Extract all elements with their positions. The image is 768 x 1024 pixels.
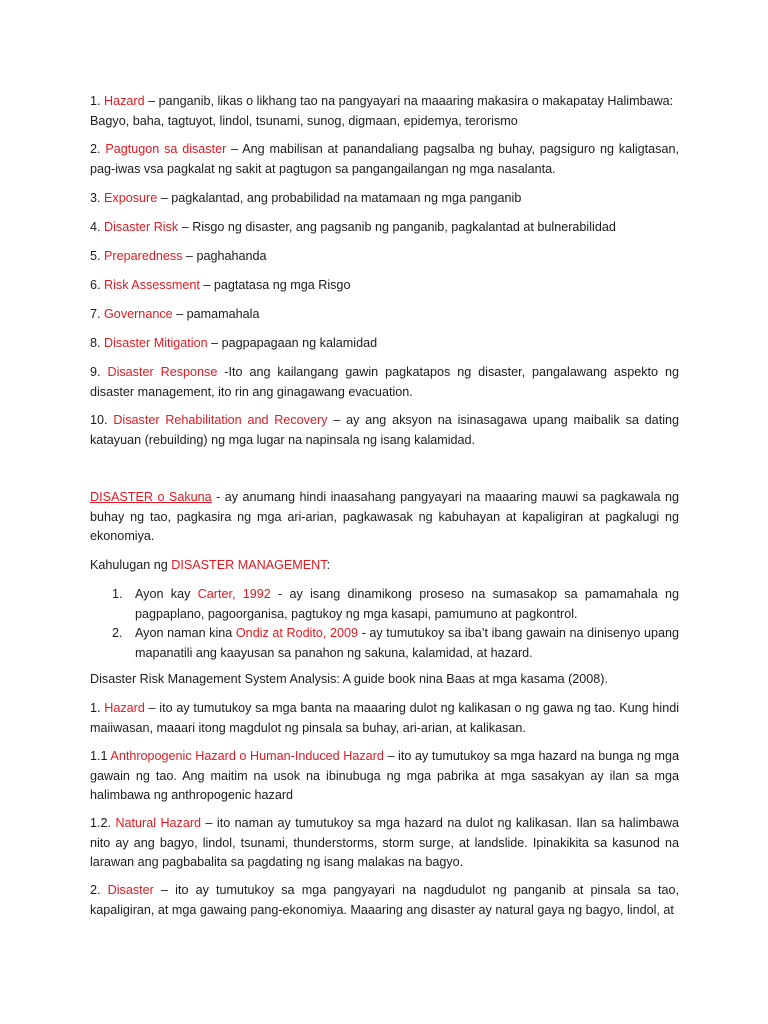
guide-item-anthropogenic-hazard: 1.1 Anthropogenic Hazard o Human-Induced Hazard – ito ay tumutukoy sa mga hazard na bunga ng mga gawain ng tao. Ang maitim na usok na ibinubuga ng mga pabrika at mga sasakyan ay ilan sa mga halimbawa ng anthropogenic hazard [90, 749, 679, 802]
list-item: 2. Ayon naman kina Ondiz at Rodito, 2009 - ay tumutukoy sa iba’t ibang gawain na dinisenyo upang mapanatili ang kaayusan sa panahon ng sakuna, kalamidad, at hazard. [112, 626, 679, 660]
guide-item-hazard: 1. Hazard – ito ay tumutukoy sa mga banta na maaaring dulot ng kalikasan o ng gawa ng tao. Kung hindi maiiwasan, maaari itong magdulot ng pinsala sa buhay, ari-arian, at kalikasan. [90, 701, 679, 735]
guide-item-natural-hazard: 1.2. Natural Hazard – ito naman ay tumutukoy sa mga hazard na dulot ng kalikasan. Ilan sa halimbawa nito ay ang bagyo, lindol, tsunami, thunderstorms, storm surge, at landslide. Ipinakikita sa kasunod na larawan ang pagbabalita sa pagdating ng isang malakas na bagyo. [90, 816, 679, 869]
term-risk-assessment: 6. Risk Assessment – pagtatasa ng mga Risgo [90, 278, 351, 292]
term-hazard: 1. Hazard – panganib, likas o likhang tao na pangyayari na maaaring makasira o makapatay Halimbawa: Bagyo, baha, tagtuyot, lindol, tsunami, sunog, digmaan, epidemya, terorismo [90, 94, 674, 128]
disaster-term: DISASTER o Sakuna [90, 490, 212, 504]
term-label: Risk Assessment [104, 278, 200, 292]
disaster-definition: DISASTER o Sakuna - ay anumang hindi inaasahang pangyayari na maaaring mauwi sa pagkawala ng buhay ng tao, pagkasira ng mga ari-arian, pagkawasak ng kabuhayan at kapaligiran at pagkalugi ng ekonomiya. [90, 490, 679, 543]
term-governance: 7. Governance – pamamahala [90, 307, 260, 321]
term-label: Hazard [104, 94, 145, 108]
term-label: Disaster Response [107, 365, 218, 379]
term-disaster-risk: 4. Disaster Risk – Risgo ng disaster, ang pagsanib ng panganib, pagkalantad at bulnerabilidad [90, 220, 616, 234]
guide-item-disaster: 2. Disaster – ito ay tumutukoy sa mga pangyayari na nagdudulot ng panganib at pinsala sa tao, kapaligiran, at mga gawaing pang-ekonomiya. Maaaring ang disaster ay natural gaya ng bagyo, lindol, at [90, 883, 679, 917]
term-preparedness: 5. Preparedness – paghahanda [90, 249, 267, 263]
disaster-management-heading: Kahulugan ng DISASTER MANAGEMENT: [90, 558, 331, 572]
term-label: Natural Hazard [115, 816, 202, 830]
source-citation: Ondiz at Rodito, 2009 [235, 626, 359, 640]
term-disaster-mitigation: 8. Disaster Mitigation – pagpapagaan ng kalamidad [90, 336, 378, 350]
term-label: Disaster Risk [104, 220, 179, 234]
term-label: Disaster Mitigation [104, 336, 208, 350]
term-label: Disaster [107, 883, 154, 897]
term-pagtugon: 2. Pagtugon sa disaster – Ang mabilisan at panandaliang pagsalba ng buhay, pagsiguro ng kaligtasan, pag-iwas vsa pagkalat ng sakit at pagtugon sa pangangailangan ng mga nasalanta. [90, 142, 679, 176]
term-label: Pagtugon sa disaster [105, 142, 227, 156]
term-label: Governance [104, 307, 173, 321]
term-disaster-response: 9. Disaster Response -Ito ang kailangang gawin pagkatapos ng disaster, pangalawang aspekto ng disaster management, ito rin ang ginagawang evacuation. [90, 365, 679, 399]
term-label: Preparedness [104, 249, 183, 263]
list-item: 1. Ayon kay Carter, 1992 - ay isang dinamikong proseso na sumasakop sa pamamahala ng pagpaplano, pagoorganisa, pagtukoy ng mga kasapi, pamumuno at pagkontrol. [112, 587, 679, 621]
source-citation: Carter, 1992 [197, 587, 271, 601]
term-label: Disaster Rehabilitation and Recovery [113, 413, 328, 427]
guide-title: Disaster Risk Management System Analysis: A guide book nina Baas at mga kasama (2008). [90, 672, 609, 686]
term-exposure: 3. Exposure – pagkalantad, ang probabilidad na matamaan ng mga panganib [90, 191, 522, 205]
disaster-management-term: DISASTER MANAGEMENT [171, 558, 327, 572]
term-rehabilitation-recovery: 10. Disaster Rehabilitation and Recovery – ay ang aksyon na isinasagawa upang maibalik sa dating katayuan (rebuilding) ng mga lugar na napinsala ng isang kalamidad. [90, 413, 679, 447]
term-label: Anthropogenic Hazard o Human-Induced Hazard [110, 749, 384, 763]
term-label: Hazard [104, 701, 145, 715]
term-label: Exposure [104, 191, 158, 205]
